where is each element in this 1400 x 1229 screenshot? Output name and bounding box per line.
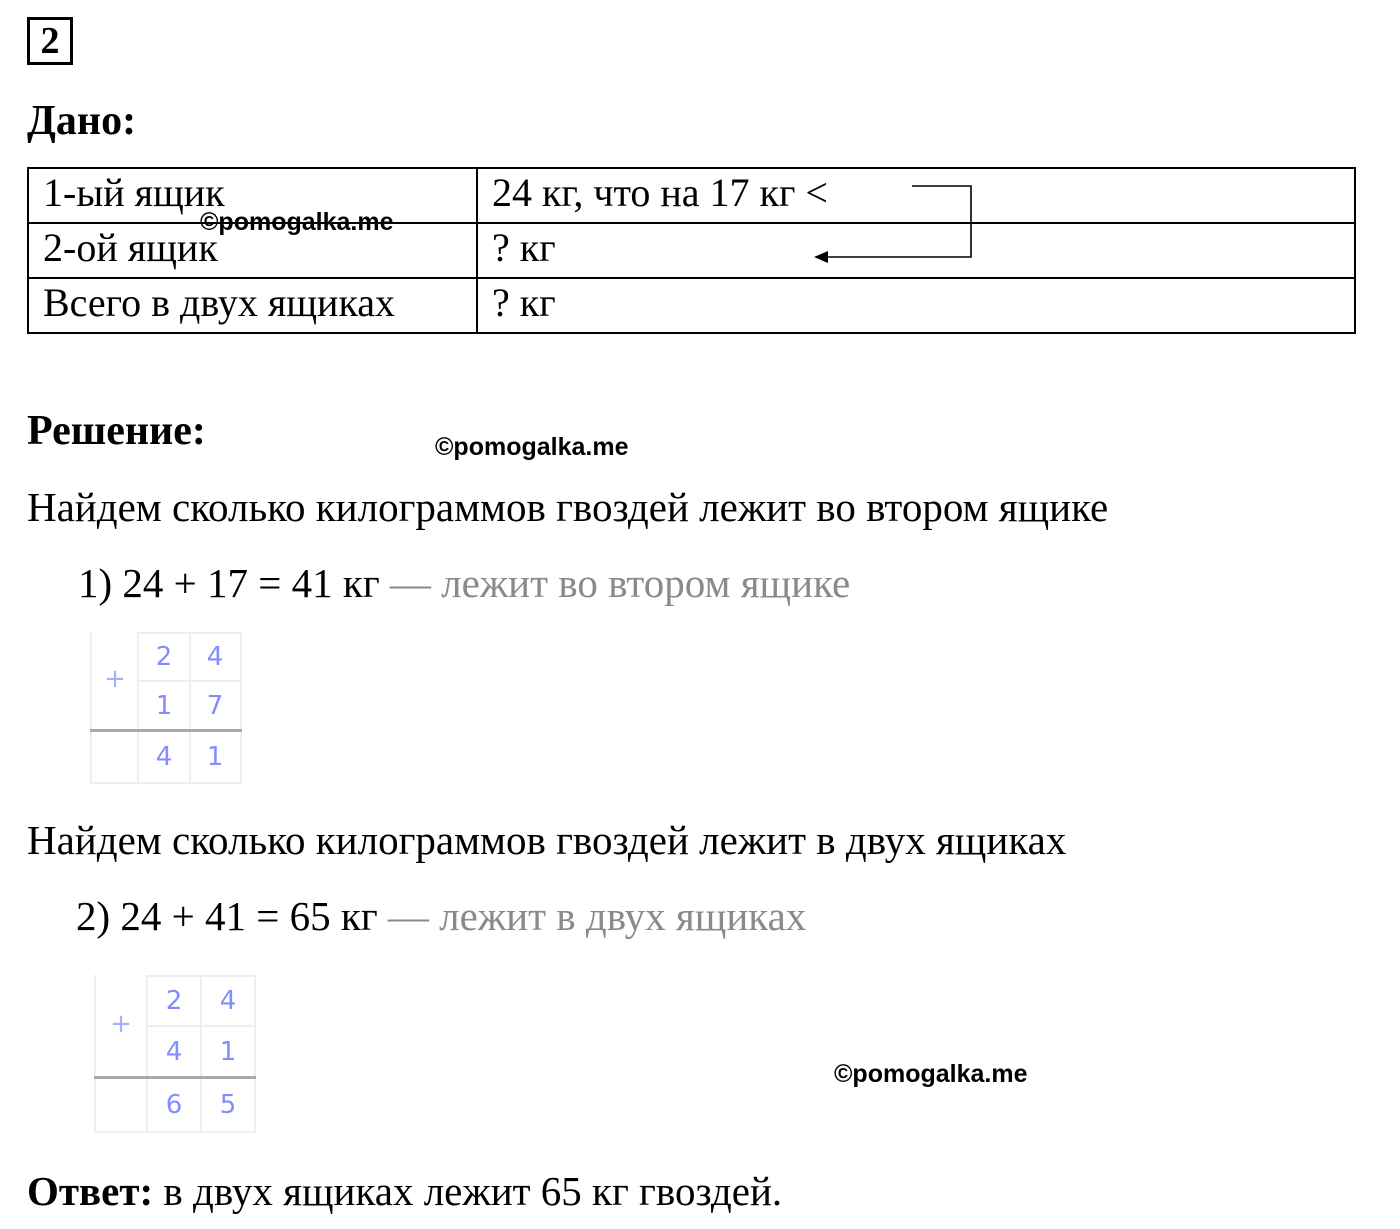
digit: 2 <box>155 642 173 672</box>
step2-intro: Найдем сколько килограммов гвоздей лежит в двух ящиках <box>27 817 1067 863</box>
row-label: Всего в двух ящиках <box>28 278 477 333</box>
answer-text: в двух ящиках лежит 65 кг гвоздей. <box>153 1168 783 1214</box>
watermark: ©pomogalka.me <box>435 433 629 461</box>
digit: 7 <box>206 691 224 721</box>
row-label: 1-ый ящик <box>28 168 477 223</box>
row-label: 2-ой ящик <box>28 223 477 278</box>
row-value: ? кг <box>477 223 1355 278</box>
relation-arrow <box>800 178 980 270</box>
digit: 4 <box>155 742 173 772</box>
solution-heading: Решение: <box>27 408 206 454</box>
digit: 2 <box>165 986 183 1016</box>
answer-label: Ответ: <box>27 1168 154 1214</box>
step1-note: — лежит во втором ящике <box>389 560 851 606</box>
column-addition-1 <box>90 632 242 784</box>
step1-equation: 1) 24 + 17 = 41 кг <box>78 560 380 606</box>
digit: 4 <box>206 642 224 672</box>
digit: 4 <box>165 1037 183 1067</box>
row-value: ? кг <box>477 278 1355 333</box>
step2-note: — лежит в двух ящиках <box>387 893 807 939</box>
task-number: 2 <box>27 17 73 65</box>
step2-equation-line <box>76 893 807 939</box>
step1-equation-line <box>78 560 851 606</box>
watermark: ©pomogalka.me <box>200 208 394 236</box>
given-table <box>27 167 1356 334</box>
digit: 1 <box>155 691 173 721</box>
plus-sign: + <box>110 1009 132 1039</box>
digit: 1 <box>206 742 224 772</box>
step1-intro: Найдем сколько килограммов гвоздей лежит во втором ящике <box>27 484 1109 530</box>
column-addition-2 <box>94 975 256 1133</box>
digit: 4 <box>219 986 237 1016</box>
given-heading: Дано: <box>27 98 137 144</box>
plus-sign: + <box>104 664 126 694</box>
row-value: 24 кг, что на 17 кг < <box>477 168 1355 223</box>
digit: 1 <box>219 1037 237 1067</box>
step2-equation: 2) 24 + 41 = 65 кг <box>76 893 378 939</box>
watermark: ©pomogalka.me <box>834 1060 1028 1088</box>
digit: 5 <box>219 1090 237 1120</box>
digit: 6 <box>165 1090 183 1120</box>
table-row <box>28 278 1355 333</box>
answer-line <box>27 1168 783 1214</box>
